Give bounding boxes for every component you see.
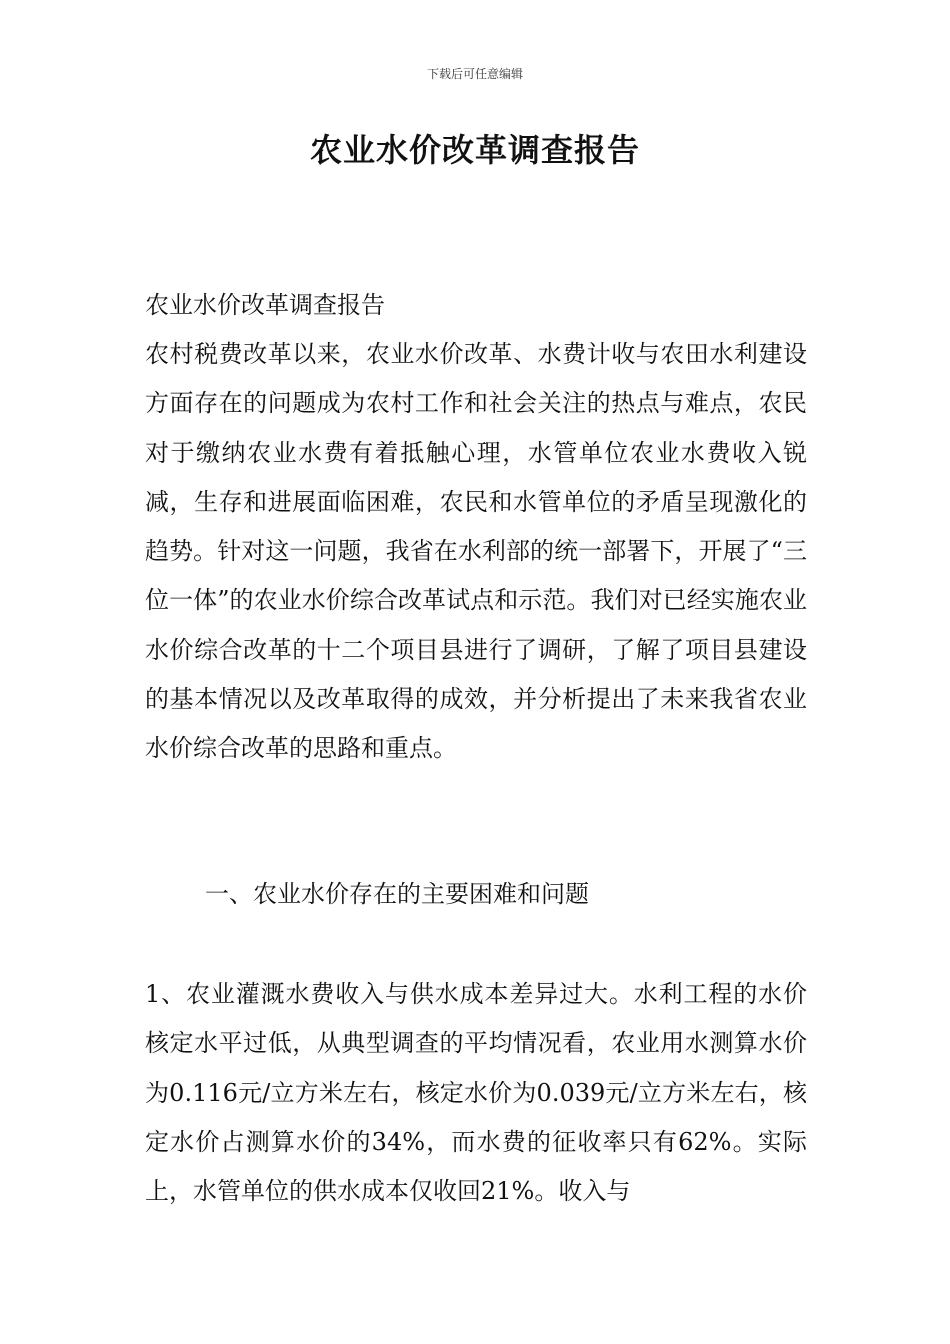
document-title: 农业水价改革调查报告 (309, 131, 640, 169)
header-note: 下载后可任意编辑 (426, 67, 523, 81)
intro-paragraph: 农村税费改革以来，农业水价改革、水费计收与农田水利建设方面存在的问题成为农村工作和社会关注的热点与难点，农民对于缴纳农业水费有着抵触心理，水管单位农业水费收入锐减，生存和进展面临困难，农民和水管单位的矛盾呈现激化的趋势。针对这一问题，我省在水利部的统一部署下，开展了“三位一体”的农业水价综合改革试点和示范。我们对已经实施农业水价综合改革的十二个项目县进行了调研，了解了项目县建设的基本情况以及改革取得的成效，并分析提出了未来我省农业水价综合改革的思路和重点。 (145, 340, 807, 763)
section-heading: 一、农业水价存在的主要困难和问题 (205, 880, 589, 908)
paragraph-1: 1、农业灌溉水费收入与供水成本差异过大。水利工程的水价核定水平过低，从典型调查的平均情况看，农业用水测算水价为0.116元/立方米左右，核定水价为0.039元/立方米左右，核定水价占测算水价的34%，而水费的征收率只有62%。实际上，水管单位的供水成本仅收回21%。收入与 (145, 980, 807, 1206)
report-subtitle: 农业水价改革调查报告 (145, 291, 385, 319)
